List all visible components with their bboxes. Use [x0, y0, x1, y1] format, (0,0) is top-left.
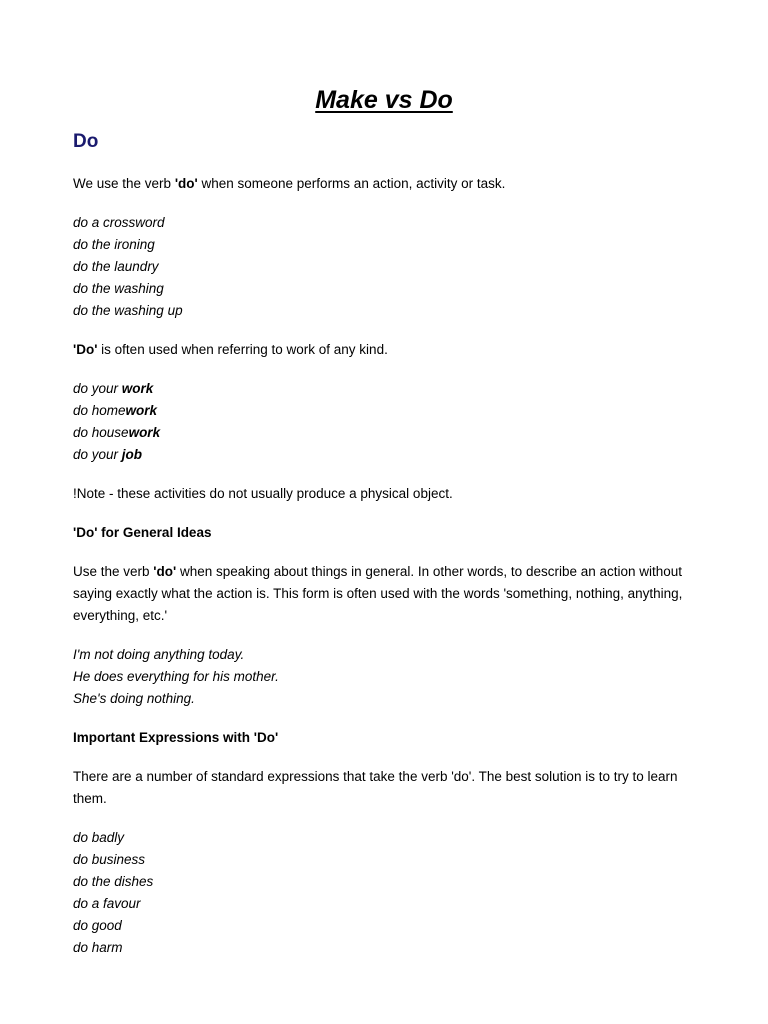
paragraph-text: when someone performs an action, activity or task. [197, 176, 506, 191]
paragraph-do-usage [73, 173, 695, 195]
paragraph-do-work [73, 339, 695, 361]
list-item: do the washing [73, 281, 164, 296]
list-item [73, 378, 695, 400]
list-item: do the washing up [73, 303, 183, 318]
list-item: do the ironing [73, 237, 155, 252]
paragraph-general-ideas [73, 561, 695, 627]
list-item: do a crossword [73, 215, 165, 230]
list-item: do badly [73, 830, 125, 845]
paragraph-expressions: There are a number of standard expressions that take the verb 'do'. The best solution is to try to learn them. [73, 769, 678, 806]
bold-term: 'do' [153, 564, 177, 579]
list-item: do business [73, 852, 146, 867]
subheading-expressions: Important Expressions with 'Do' [73, 730, 279, 745]
paragraph-text: We use the verb [73, 176, 175, 191]
bold-term: 'do' [174, 176, 198, 191]
note-paragraph: !Note - these activities do not usually produce a physical object. [73, 486, 453, 501]
list-item-text: do home [73, 403, 126, 418]
list-item: I'm not doing anything today. [73, 647, 245, 662]
list-item: do the laundry [73, 259, 159, 274]
section-heading-do: Do [73, 131, 99, 152]
example-list-general [73, 644, 695, 710]
list-item [73, 400, 695, 422]
list-item-text: do house [73, 425, 129, 440]
document-body [73, 173, 695, 976]
subheading-general-ideas: 'Do' for General Ideas [73, 525, 212, 540]
list-item: do the dishes [73, 874, 154, 889]
paragraph-text: is often used when referring to work of any kind. [97, 342, 388, 357]
page-title: Make vs Do [315, 86, 453, 114]
list-item [73, 444, 695, 466]
list-item: do good [73, 918, 122, 933]
list-item-bold: work [125, 403, 158, 418]
list-item [73, 422, 695, 444]
list-item-text: do your [73, 447, 122, 462]
example-list-expressions [73, 827, 695, 959]
example-list-work [73, 378, 695, 466]
example-list-actions [73, 212, 695, 322]
paragraph-text: Use the verb [73, 564, 154, 579]
list-item-text: do your [73, 381, 122, 396]
list-item-bold: job [121, 447, 143, 462]
list-item: do harm [73, 940, 123, 955]
bold-term: 'Do' [73, 342, 98, 357]
paragraph-text: when speaking about things in general. In other words, to describe an action without saying exactly what the action is. This form is often used with the words 'something, nothing, anything, everything, etc.' [73, 564, 683, 623]
list-item: do a favour [73, 896, 141, 911]
list-item: He does everything for his mother. [73, 669, 279, 684]
list-item: She's doing nothing. [73, 691, 195, 706]
list-item-bold: work [121, 381, 154, 396]
list-item-bold: work [128, 425, 161, 440]
